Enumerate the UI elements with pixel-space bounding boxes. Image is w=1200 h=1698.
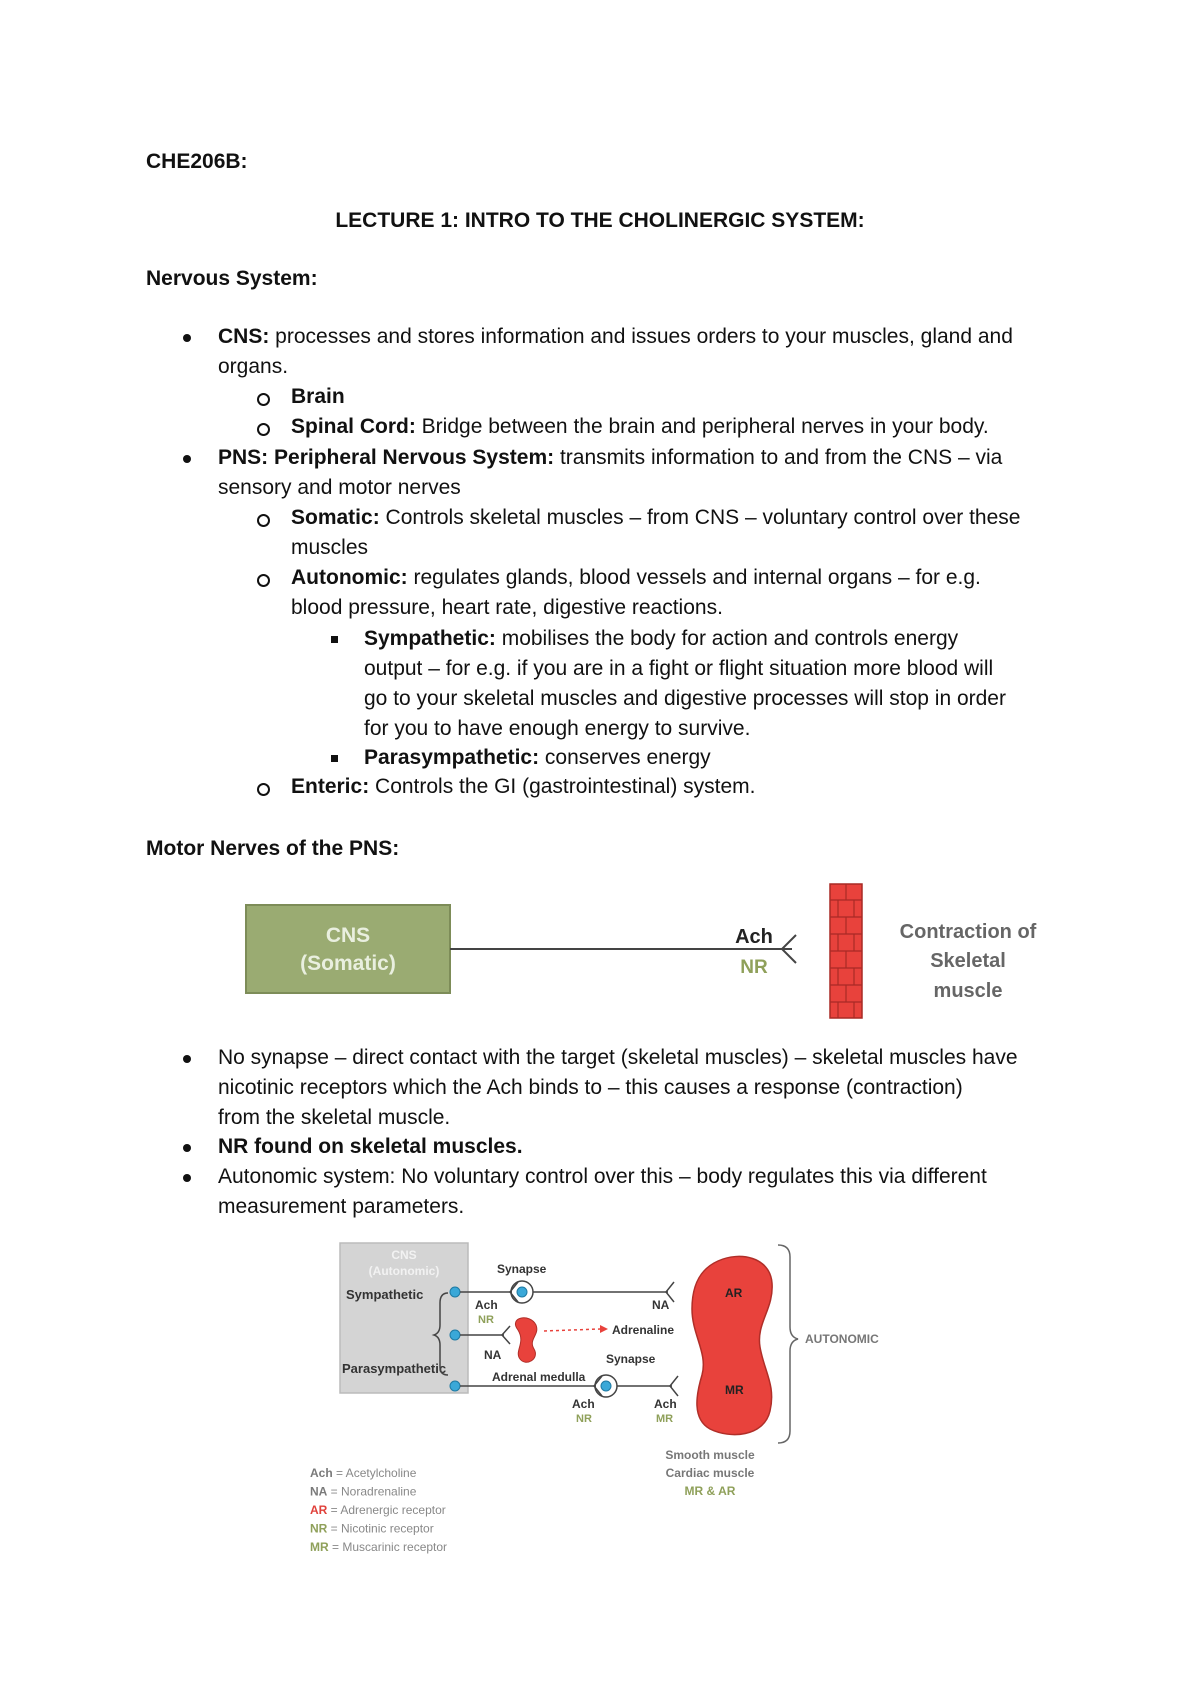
ach-top-label: Ach [475, 1298, 498, 1312]
autonomic-line-2: blood pressure, heart rate, digestive reactions. [291, 596, 723, 619]
course-code: CHE206B: [146, 150, 248, 173]
legend [310, 1466, 447, 1554]
sympathetic-label: Sympathetic [346, 1287, 424, 1302]
autonomic-line-1: Autonomic: regulates glands, blood vessels and internal organs – for e.g. [291, 566, 981, 589]
skeletal-muscle-block [830, 884, 862, 1018]
no-synapse-line-2: nicotinic receptors which the Ach binds to – this causes a response (contraction) [218, 1076, 963, 1099]
cns-line-1: CNS: processes and stores information and issues orders to your muscles, gland and [218, 325, 1013, 348]
ar-organ-label: AR [725, 1286, 743, 1300]
bullet-ring [257, 574, 270, 587]
nervous-system-heading: Nervous System: [146, 267, 318, 290]
nr-bottom-label: NR [576, 1413, 592, 1425]
ach-right-label: Ach [654, 1397, 677, 1411]
sympathetic-line-3: go to your skeletal muscles and digestive processes will stop in order [364, 687, 1006, 710]
legend-entry: NA = Noradrenaline [310, 1484, 417, 1499]
ganglion-top [517, 1287, 527, 1297]
cns-autonomic-label-1: CNS [391, 1248, 417, 1262]
lecture-title: LECTURE 1: INTRO TO THE CHOLINERGIC SYSTEM: [335, 209, 865, 232]
nr-label: NR [740, 957, 768, 978]
smooth-muscle-label: Smooth muscle [665, 1448, 755, 1462]
target-label-1: Contraction of [899, 921, 1037, 943]
pns-line-1: PNS: Peripheral Nervous System: transmits information to and from the CNS – via [218, 446, 1003, 469]
no-synapse-line-3: from the skeletal muscle. [218, 1106, 451, 1129]
mr-organ-label: MR [725, 1383, 744, 1397]
autonomic-bullet-line-2: measurement parameters. [218, 1195, 465, 1218]
brain-item: Brain [291, 385, 345, 408]
somatic-line-2: muscles [291, 536, 369, 559]
somatic-line-1: Somatic: Controls skeletal muscles – from CNS – voluntary control over these [291, 506, 1021, 529]
adrenal-medulla-shape [515, 1318, 536, 1362]
spinal-cord-item: Spinal Cord: Bridge between the brain and peripheral nerves in your body. [291, 415, 989, 438]
adrenaline-label: Adrenaline [612, 1323, 675, 1337]
mr-ar-label: MR & AR [684, 1484, 736, 1498]
autonomic-bullet-line-1: Autonomic system: No voluntary control over this – body regulates this via different [218, 1165, 987, 1188]
legend-entry: MR = Muscarinic receptor [310, 1540, 448, 1554]
na-mid-label: NA [484, 1348, 502, 1362]
legend-entry: Ach = Acetylcholine [310, 1466, 417, 1480]
bullet-disc [183, 1144, 191, 1152]
sympathetic-line-1: Sympathetic: mobilises the body for action and controls energy [364, 627, 959, 650]
cns-line-2: organs. [218, 355, 289, 378]
autonomic-label: AUTONOMIC [805, 1332, 879, 1346]
adrenaline-arrow [544, 1329, 600, 1331]
ganglion-bottom [601, 1381, 611, 1391]
nr-skeletal-bullet: NR found on skeletal muscles. [218, 1135, 523, 1158]
target-label-3: muscle [933, 980, 1003, 1002]
ach-bottom-label: Ach [572, 1397, 595, 1411]
bullet-disc [183, 1174, 191, 1182]
neuron-soma-top [450, 1287, 460, 1297]
synapse-bottom-label: Synapse [606, 1352, 656, 1366]
sympathetic-line-2: output – for e.g. if you are in a fight or flight situation more blood will [364, 657, 994, 680]
bullet-disc [183, 1055, 191, 1063]
na-top-label: NA [652, 1298, 670, 1312]
bullet-disc [183, 334, 191, 342]
adrenal-medulla-label: Adrenal medulla [492, 1370, 586, 1384]
somatic-box-label: (Somatic) [300, 952, 396, 975]
synapse-top-label: Synapse [497, 1262, 547, 1276]
nr-top-label: NR [478, 1314, 494, 1326]
bullet-ring [257, 783, 270, 796]
pns-line-2: sensory and motor nerves [218, 476, 461, 499]
cns-somatic-box [246, 905, 450, 993]
motor-nerves-heading: Motor Nerves of the PNS: [146, 837, 400, 860]
target-organ-shape [692, 1256, 772, 1434]
somatic-diagram [240, 880, 1050, 1030]
neuron-soma-mid [450, 1330, 460, 1340]
bullet-square [331, 636, 338, 643]
enteric-item: Enteric: Controls the GI (gastrointestinal) system. [291, 775, 756, 798]
mr-right-label: MR [656, 1413, 674, 1425]
ach-label: Ach [735, 926, 773, 948]
no-synapse-line-1: No synapse – direct contact with the target (skeletal muscles) – skeletal muscles have [218, 1046, 1018, 1069]
bullet-ring [257, 514, 270, 527]
sympathetic-line-4: for you to have enough energy to survive. [364, 717, 751, 740]
cns-box-label: CNS [325, 924, 371, 947]
bullet-square [331, 755, 338, 762]
parasympathetic-item: Parasympathetic: conserves energy [364, 746, 711, 769]
legend-entry: AR = Adrenergic receptor [310, 1503, 446, 1517]
target-label-2: Skeletal [930, 950, 1006, 972]
adrenaline-arrowhead [600, 1325, 608, 1333]
autonomic-diagram [300, 1235, 900, 1555]
cns-autonomic-label-2: (Autonomic) [368, 1264, 440, 1278]
cardiac-muscle-label: Cardiac muscle [665, 1466, 755, 1480]
legend-entry: NR = Nicotinic receptor [310, 1521, 434, 1536]
bullet-disc [183, 455, 191, 463]
parasympathetic-label: Parasympathetic [342, 1361, 447, 1376]
autonomic-brace [778, 1245, 798, 1443]
bullet-ring [257, 423, 270, 436]
bullet-ring [257, 393, 270, 406]
neuron-soma-bottom [450, 1381, 460, 1391]
